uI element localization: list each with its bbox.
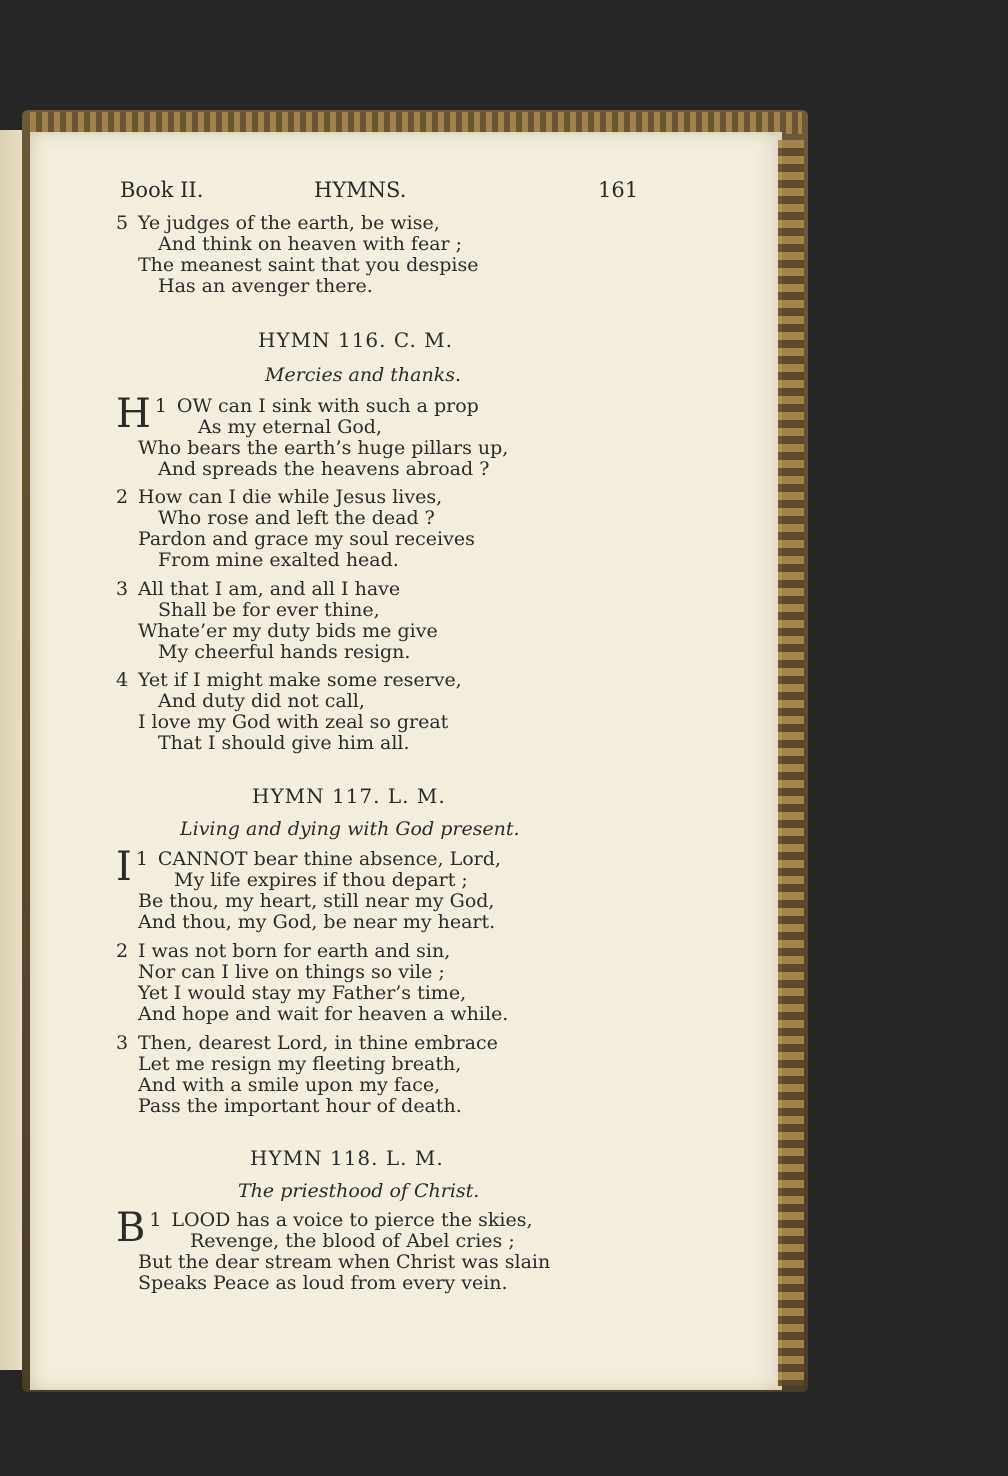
verse-line: As my eternal God, — [198, 416, 383, 438]
hymn-118-subtitle: The priesthood of Christ. — [238, 1180, 480, 1202]
stanza-number: 5 — [116, 212, 129, 234]
verse-line: All that I am, and all I have — [138, 578, 401, 600]
verse-line: My life expires if thou depart ; — [174, 869, 468, 891]
verse-line: And think on heaven with fear ; — [158, 233, 463, 255]
drop-cap: I — [116, 844, 132, 890]
verse-line: OW can I sink with such a prop — [176, 395, 479, 417]
hymn-116-stanza-1 — [116, 391, 636, 480]
verse-line: Who rose and left the dead ? — [158, 507, 435, 529]
verse-line: Pardon and grace my soul receives — [138, 528, 475, 550]
verse-line: Shall be for ever thine, — [158, 599, 380, 621]
gilt-edge-right — [778, 140, 804, 1386]
verse-line: Then, dearest Lord, in thine embrace — [138, 1032, 498, 1054]
hymn-117-stanza-3 — [116, 1033, 636, 1117]
book-label: Book II. — [120, 178, 204, 202]
verse-line: The meanest saint that you despise — [138, 254, 479, 276]
verse-line: Nor can I live on things so vile ; — [138, 961, 445, 983]
verse-line: And spreads the heavens abroad ? — [158, 458, 490, 480]
stanza-number: 3 — [116, 1032, 129, 1054]
hymn-116-title: HYMN 116. C. M. — [258, 328, 454, 352]
stanza-number: 1 — [154, 395, 167, 417]
verse-line: CANNOT bear thine absence, Lord, — [157, 848, 501, 870]
verse-line: My cheerful hands resign. — [158, 641, 411, 663]
verse-line: How can I die while Jesus lives, — [138, 486, 443, 508]
hymn-117-title: HYMN 117. L. M. — [252, 784, 446, 808]
hymn-116-subtitle: Mercies and thanks. — [265, 364, 462, 386]
verse-line: I was not born for earth and sin, — [138, 940, 451, 962]
verse-line: Speaks Peace as loud from every vein. — [138, 1272, 508, 1294]
verse-line: And with a smile upon my face, — [138, 1074, 441, 1096]
verse-line: Yet I would stay my Father’s time, — [138, 982, 467, 1004]
hymn-116-stanza-3 — [116, 579, 636, 663]
verse-line: Whate’er my duty bids me give — [138, 620, 438, 642]
prev-stanza — [116, 213, 636, 297]
verse-line: I love my God with zeal so great — [138, 711, 449, 733]
verse-line: Be thou, my heart, still near my God, — [138, 890, 495, 912]
verse-line: And thou, my God, be near my heart. — [138, 911, 496, 933]
drop-cap: B — [116, 1205, 146, 1251]
verse-line: Pass the important hour of death. — [138, 1095, 462, 1117]
page-number: 161 — [598, 178, 639, 202]
header-title: HYMNS. — [314, 178, 407, 202]
stanza-number: 1 — [135, 848, 148, 870]
stanza-number: 2 — [116, 940, 129, 962]
stanza-number: 1 — [149, 1209, 162, 1231]
verse-line: Ye judges of the earth, be wise, — [138, 212, 440, 234]
verse-line: Who bears the earth’s huge pillars up, — [138, 437, 509, 459]
verse-line: Let me resign my fleeting breath, — [138, 1053, 462, 1075]
verse-line: Has an avenger there. — [158, 275, 373, 297]
stanza-number: 4 — [116, 669, 129, 691]
drop-cap: H — [116, 391, 151, 437]
verse-line: LOOD has a voice to pierce the skies, — [171, 1209, 533, 1231]
hymn-117-subtitle: Living and dying with God present. — [180, 818, 520, 840]
hymn-117-stanza-1 — [116, 844, 636, 933]
hymn-117-stanza-2 — [116, 941, 636, 1025]
verse-line: Revenge, the blood of Abel cries ; — [190, 1230, 515, 1252]
verse-line: That I should give him all. — [158, 732, 410, 754]
stanza-number: 2 — [116, 486, 129, 508]
hymn-116-stanza-2 — [116, 487, 636, 571]
hymn-118-stanza-1 — [116, 1205, 636, 1294]
verse-line: Yet if I might make some reserve, — [138, 669, 462, 691]
verse-line: From mine exalted head. — [158, 549, 399, 571]
verse-line: And duty did not call, — [158, 690, 365, 712]
hymn-116-stanza-4 — [116, 670, 636, 754]
verse-line: But the dear stream when Christ was slain — [138, 1251, 551, 1273]
running-header — [120, 178, 640, 208]
hymn-118-title: HYMN 118. L. M. — [250, 1146, 444, 1170]
verse-line: And hope and wait for heaven a while. — [138, 1003, 509, 1025]
gilt-edge-top — [30, 112, 802, 134]
stanza-number: 3 — [116, 578, 129, 600]
